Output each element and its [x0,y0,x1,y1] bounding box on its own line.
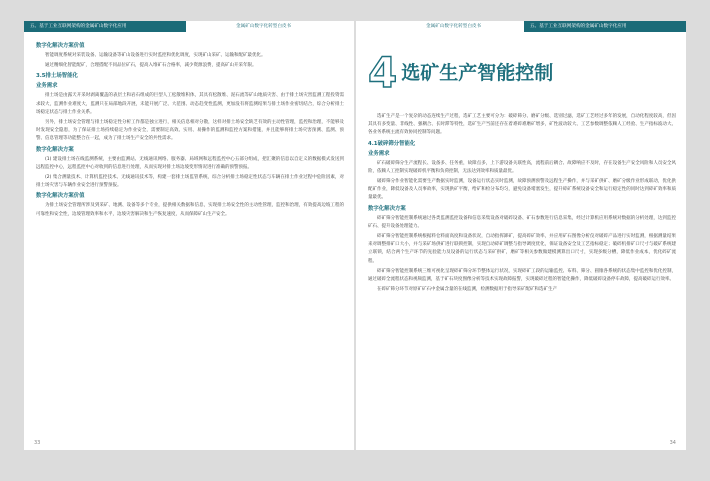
section-heading: 4.1破碎筛分智能化 [368,140,416,147]
body-paragraph: 排土场是由露天开采时剥离覆盖的表层土和岩石组成的巨型人工松散堆积体，其具有松散堆、泥石流等矿山地质灾害、由于排土场灾害监测工程投资需求较大，监测作业难度大，监测只在局部地段开展，未能开展广泛、大范围、动态趋变性监测，更加没有将监测结果与排土场作业密切结合，综合分析排土场稳定状态与排土作业关系。 [36,93,344,115]
left-page [24,21,354,450]
right-header-chapter-band: 五、基于工业互联网架构的金属矿山数字化应用 [524,21,686,32]
section-heading: 数字化解决方案 [36,146,74,153]
body-paragraph: (1) 建设排土场在线监测系统，主要由监测站、无线通讯网络、服务器、局域网和远程监控中心五部分组成，把汇聚的信息以自定义的数据模式发送到远程监控中心，远程监控中心对收到的信息进行处理，从而实现对排土场边坡变形情况进行准确的预警预报。 [36,156,344,170]
section-heading: 数字化解决方案 [368,205,406,212]
body-paragraph: 在碎矿筛分环节对原矿矿石中金属含量的在线监测，检测数据用于指导采矿配矿和选矿生产 [377,287,557,293]
right-page [356,21,686,450]
body-paragraph: 通过精细化智能配矿，合理搭配不同品位矿石，提高入堆矿石合格率，减少资源浪费，提高矿山开采年限。 [45,63,257,69]
left-header-book-title: 金属矿山数字化转型白皮书 [236,24,292,29]
right-header-book-title: 金属矿山数字化转型白皮书 [426,24,482,29]
right-page-header [356,21,686,32]
left-page-header [24,21,354,32]
section-heading: 业务需求 [368,150,390,157]
body-paragraph: 碎矿筛分智能控制系统根据料仓料面高度和设备状况，自动指挥卸矿，提高碎矿效率，并应用矿石图像分析仪对破碎产品进行实时监测，根据测量结果来对调整排矿口大小，并与采矿场供矿进行联锁控制，实现自动碎矿调整与指导调度优化，保证设备安全及工艺指标稳定；破碎机排矿口尺寸与破矿系统建立联锁，结合两个生产环节的先验能力及设备的运行状态与采矿供矿，磨矿等相关参数做建模测算出口尺寸，实现多级分槽，降低作业成本，优化碎矿流程。 [368,234,676,264]
body-paragraph: (2) 集合测量技术、计算机监控技术、无线通讯技术等，构建一套排土场监管系统，综合分析排土场稳定性状态与车辆在排土作业过程中危险因素，对排土场灾害与车辆作业安全进行预警预报。 [36,175,344,189]
section-heading: 业务需求 [36,83,58,90]
body-paragraph: 碎矿筛分智能控制系统通过各类监测监控设备和信息采集设备对破碎设备、矿石参数进行信息采集，经过计算机应用系统对数据的分析处理，达到监控矿石、提升设备处理能力。 [368,215,676,229]
body-paragraph: 为排土场安全管理所涉及到采矿、地测、设备等多个专业，提供相关数据和信息，实现排土场安全性的主动性管理，监控和治理，有效提高边坡工程的可靠性和安全性，边坡管理效率和水平，边坡灾害解决和生产恢复速度，从而保障矿山生产安全。 [36,203,344,217]
body-paragraph: 矿石破碎筛分生产流程长、设备多、任务重，故障点多，上下游设备关联性高，流程前后耦合、故障响应不及时，存在设备生产安全风险和人员安全风险，依赖人工控制实现破碎机平衡和负荷控制，无法达到效率和质量最优。 [368,160,676,174]
body-paragraph: 智能调度系统对采装设备、运输设备等矿山设备进行实时监控和优化调度，实现矿山采矿、运输和配矿最优化。 [45,53,266,58]
right-page-body [368,113,676,296]
section-heading: 数字化解决方案价值 [36,193,85,200]
section-heading: 3.5排土场智能化 [36,73,78,80]
chapter-heading [368,47,678,99]
left-page-number: 33 [34,440,41,446]
left-page-body [36,41,344,221]
chapter-title: 选矿生产智能控制 [401,62,554,84]
chapter-number: 4 [368,48,398,97]
right-page-number: 34 [669,440,676,446]
body-paragraph: 碎矿筛分智能控制系统三维可视化呈现碎矿筛分环节整体运行状况，实现碎矿工段的运输监控、布料、筛分、圆锥各系统的状态集中监控和优化控制，通过破碎全流程状态和视频监测，基于矿石块度图像分析等技术实现故障报警，实现破碎过程的智能化操作，降低破碎设备停车故障，提高破碎运行效率。 [368,268,676,283]
body-paragraph: 选矿生产是一个复杂的动态连续生产过程，选矿工艺主要可分为：破碎筛分、磨矿分级、选别过滤，选矿工艺经过多年的发展，自动化程度较高，但因其具有多变量、非线性、强耦合、长时滞等特性，选矿生产当前还存在着难碎难磨矿增多，矿性波动较大、工艺参数调整依赖人工经验、生产指标波动大、各业务系统主流有效协同控制等问题。 [368,114,676,136]
left-header-chapter-band: 五、基于工业互联网架构的金属矿山数字化应用 [24,21,186,32]
body-paragraph: 破碎筛分作业智能化需要生产数据实时监测，设备运行状态实时监测，故障预测预警及远程生产操作，并与采矿供矿、磨矿分级作业形成联动，优化供配矿作业，降低设备及人员事故率，实现供矿平衡，给矿和检分布均匀，避免设备堵塞发生，提升碎矿系统设备安全和运行稳定性的同时达到碎矿效率和质量最优。 [368,179,676,201]
section-heading: 数字化解决方案价值 [36,43,85,49]
body-paragraph: 另外，排土场安全管理与排土场稳定性分析工作都是独立进行，相关信息相对分散，这样对排土场安全缺乏有效的主动性管理，监控和治理，不能够及时发现安全隐患，为了保证排土场持续稳定为作业安全，需要制定高效、实用、易操作的监测和监控方案和措施，并且能够将排土场灾害预测、监测、预警、信息管理等功能整合在一起，成为了排土场生产安全的共性需求。 [36,120,344,142]
